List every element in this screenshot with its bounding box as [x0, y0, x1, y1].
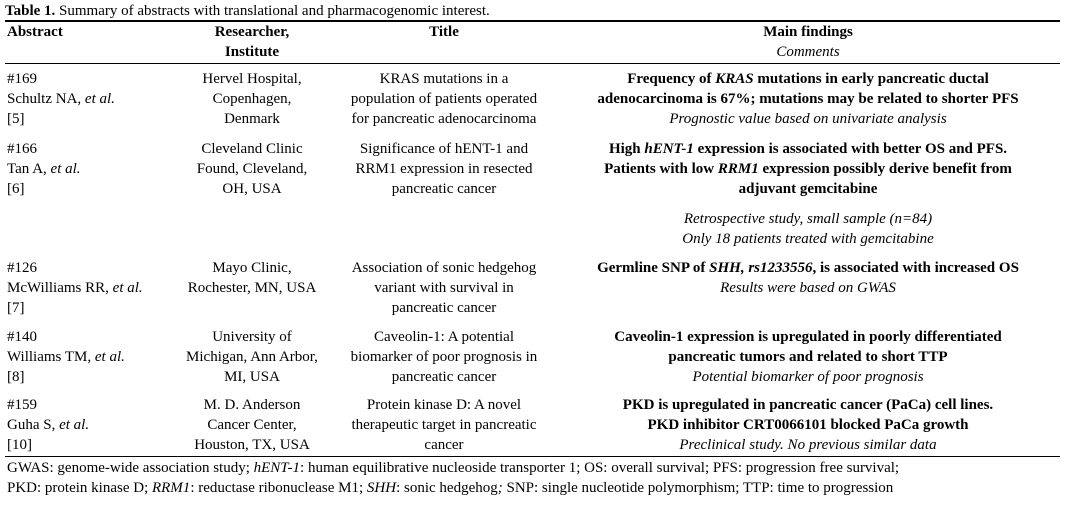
finding-text: expression possibly derive benefit from — [758, 161, 1012, 177]
bottom-rule — [5, 456, 1060, 457]
et-al: et al. — [84, 91, 115, 107]
title-line: KRAS mutations in a — [379, 71, 509, 87]
et-al: et al. — [112, 280, 143, 296]
footnote-line-1 — [7, 458, 1062, 478]
title-line: pancreatic cancer — [391, 181, 497, 197]
author-name: Williams TM, — [7, 349, 95, 365]
caption-label: Table 1. — [5, 3, 56, 19]
finding-text: Caveolin-1 expression is upregulated in poorly differentiated — [614, 329, 1002, 345]
finding-text: pancreatic tumors and related to short TTP — [668, 349, 948, 365]
finding-text: adenocarcinoma is 67%; mutations may be related to shorter PFS — [597, 91, 1019, 107]
institute-line: Denmark — [224, 111, 280, 127]
finding-line — [558, 89, 1058, 109]
findings-cell — [558, 395, 1058, 435]
abstract-number: #169 — [7, 71, 37, 87]
footnote-text: ; — [497, 480, 503, 496]
header-findings: Main findings Comments — [763, 24, 853, 60]
comment-line: Potential biomarker of poor prognosis — [692, 369, 924, 385]
finding-line — [558, 415, 1058, 435]
header-abstract: Abstract — [7, 24, 63, 40]
institute-cell — [172, 258, 332, 298]
comment-line: Prognostic value based on univariate analysis — [669, 111, 947, 127]
title-cell — [331, 69, 557, 129]
footnote-text: : human equilibrative nucleoside transporter 1; OS: overall survival; PFS: progression free survival; — [300, 460, 900, 476]
footnote-text: hENT-1 — [253, 460, 301, 476]
institute-cell — [172, 395, 332, 455]
institute-line: Michigan, Ann Arbor, — [186, 349, 318, 365]
header-rule — [5, 63, 1060, 64]
institute-line: Copenhagen, — [212, 91, 292, 107]
title-line: Significance of hENT-1 and — [359, 141, 529, 157]
header-title: Title — [429, 24, 459, 40]
gene-name: SHH, rs1233556 — [709, 260, 813, 276]
finding-text: mutations in early pancreatic ductal — [753, 71, 989, 87]
title-line: RRM1 expression in resected — [355, 161, 533, 177]
table-header — [5, 21, 1060, 63]
caption-text: Summary of abstracts with translational and pharmacogenomic interest. — [59, 3, 490, 19]
comment-line: Retrospective study, small sample (n=84) — [683, 211, 933, 227]
footnote-line-2 — [7, 478, 1062, 498]
institute-line: Cancer Center, — [207, 417, 297, 433]
finding-text: PKD is upregulated in pancreatic cancer (PaCa) cell lines. — [622, 397, 994, 413]
reference: [6] — [7, 181, 25, 197]
footnote-text: : sonic hedgehog — [396, 480, 498, 496]
et-al: et al. — [94, 349, 125, 365]
gene-name: KRAS — [715, 71, 754, 87]
institute-line: Hervel Hospital, — [202, 71, 302, 87]
author-name: Guha S, — [7, 417, 60, 433]
title-line: for pancreatic adenocarcinoma — [351, 111, 537, 127]
institute-line: Cleveland Clinic — [201, 141, 303, 157]
institute-line: Rochester, MN, USA — [187, 280, 317, 296]
author-name: Tan A, — [7, 161, 51, 177]
institute-cell — [172, 69, 332, 129]
finding-text: Frequency of — [627, 71, 716, 87]
abstract-number: #159 — [7, 397, 37, 413]
footnote-text: : reductase ribonuclease M1; — [190, 480, 367, 496]
author-name: McWilliams RR, — [7, 280, 113, 296]
findings-cell — [558, 139, 1058, 199]
finding-line — [558, 347, 1058, 367]
author-line — [7, 347, 175, 367]
findings-cell — [558, 69, 1058, 109]
title-line: Caveolin-1: A potential — [374, 329, 514, 345]
institute-line: OH, USA — [222, 181, 282, 197]
finding-text: adjuvant gemcitabine — [738, 181, 878, 197]
abstract-cell — [7, 327, 175, 387]
title-cell — [331, 258, 557, 318]
institute-line: Mayo Clinic, — [212, 260, 292, 276]
title-line: pancreatic cancer — [391, 300, 497, 316]
institute-cell — [172, 327, 332, 387]
finding-line — [558, 327, 1058, 347]
finding-text: Germline SNP of — [597, 260, 710, 276]
finding-line — [558, 179, 1058, 199]
comment-line: Only 18 patients treated with gemcitabine — [682, 231, 934, 247]
finding-text: expression is associated with better OS and PFS. — [693, 141, 1008, 157]
title-line: population of patients operated — [350, 91, 538, 107]
footnote-text: SNP: single nucleotide polymorphism; TTP: time to progression — [502, 480, 894, 496]
abstract-cell — [7, 69, 175, 129]
author-line — [7, 159, 175, 179]
abstract-cell — [7, 395, 175, 455]
reference: [7] — [7, 300, 25, 316]
finding-text: High — [608, 141, 645, 157]
findings-cell — [558, 327, 1058, 367]
finding-line — [558, 395, 1058, 415]
title-cell — [331, 327, 557, 387]
finding-line — [558, 139, 1058, 159]
header-researcher: Researcher, Institute — [214, 24, 290, 60]
institute-line: MI, USA — [224, 369, 280, 385]
table-caption — [5, 2, 490, 20]
comment-line: Results were based on GWAS — [720, 280, 896, 296]
comment-line: Preclinical study. No previous similar data — [679, 437, 937, 453]
institute-cell — [172, 139, 332, 199]
institute-line: M. D. Anderson — [203, 397, 301, 413]
reference: [10] — [7, 437, 32, 453]
institute-line: University of — [212, 329, 292, 345]
finding-line — [558, 159, 1058, 179]
author-name: Schultz NA, — [7, 91, 85, 107]
title-line: therapeutic target in pancreatic — [351, 417, 537, 433]
title-cell — [331, 395, 557, 455]
footnote-text: SHH — [366, 480, 397, 496]
abstract-cell — [7, 139, 175, 199]
finding-line — [558, 258, 1058, 278]
et-al: et al. — [59, 417, 90, 433]
author-line — [7, 415, 175, 435]
abstract-number: #140 — [7, 329, 37, 345]
title-line: cancer — [424, 437, 464, 453]
footnote-text: PKD: protein kinase D; — [7, 480, 152, 496]
et-al: et al. — [50, 161, 81, 177]
title-cell — [331, 139, 557, 199]
title-line: Protein kinase D: A novel — [366, 397, 522, 413]
abstract-number: #126 — [7, 260, 37, 276]
institute-line: Houston, TX, USA — [194, 437, 310, 453]
footnote-text: RRM1 — [151, 480, 191, 496]
title-line: biomarker of poor prognosis in — [350, 349, 538, 365]
reference: [5] — [7, 111, 25, 127]
finding-text: Patients with low — [604, 161, 718, 177]
abstract-cell — [7, 258, 175, 318]
title-line: variant with survival in — [374, 280, 514, 296]
author-line — [7, 89, 175, 109]
gene-name: hENT-1 — [644, 141, 694, 157]
gene-name: RRM1 — [717, 161, 759, 177]
abstract-number: #166 — [7, 141, 37, 157]
author-line — [7, 278, 175, 298]
footnote-text: GWAS: genome-wide association study; — [7, 460, 254, 476]
table-footnote — [7, 458, 1062, 498]
findings-cell — [558, 258, 1058, 278]
finding-line — [558, 69, 1058, 89]
finding-text: , is associated with increased OS — [812, 260, 1019, 276]
finding-text: PKD inhibitor CRT0066101 blocked PaCa growth — [647, 417, 969, 433]
title-line: pancreatic cancer — [391, 369, 497, 385]
title-line: Association of sonic hedgehog — [351, 260, 537, 276]
reference: [8] — [7, 369, 25, 385]
institute-line: Found, Cleveland, — [196, 161, 308, 177]
